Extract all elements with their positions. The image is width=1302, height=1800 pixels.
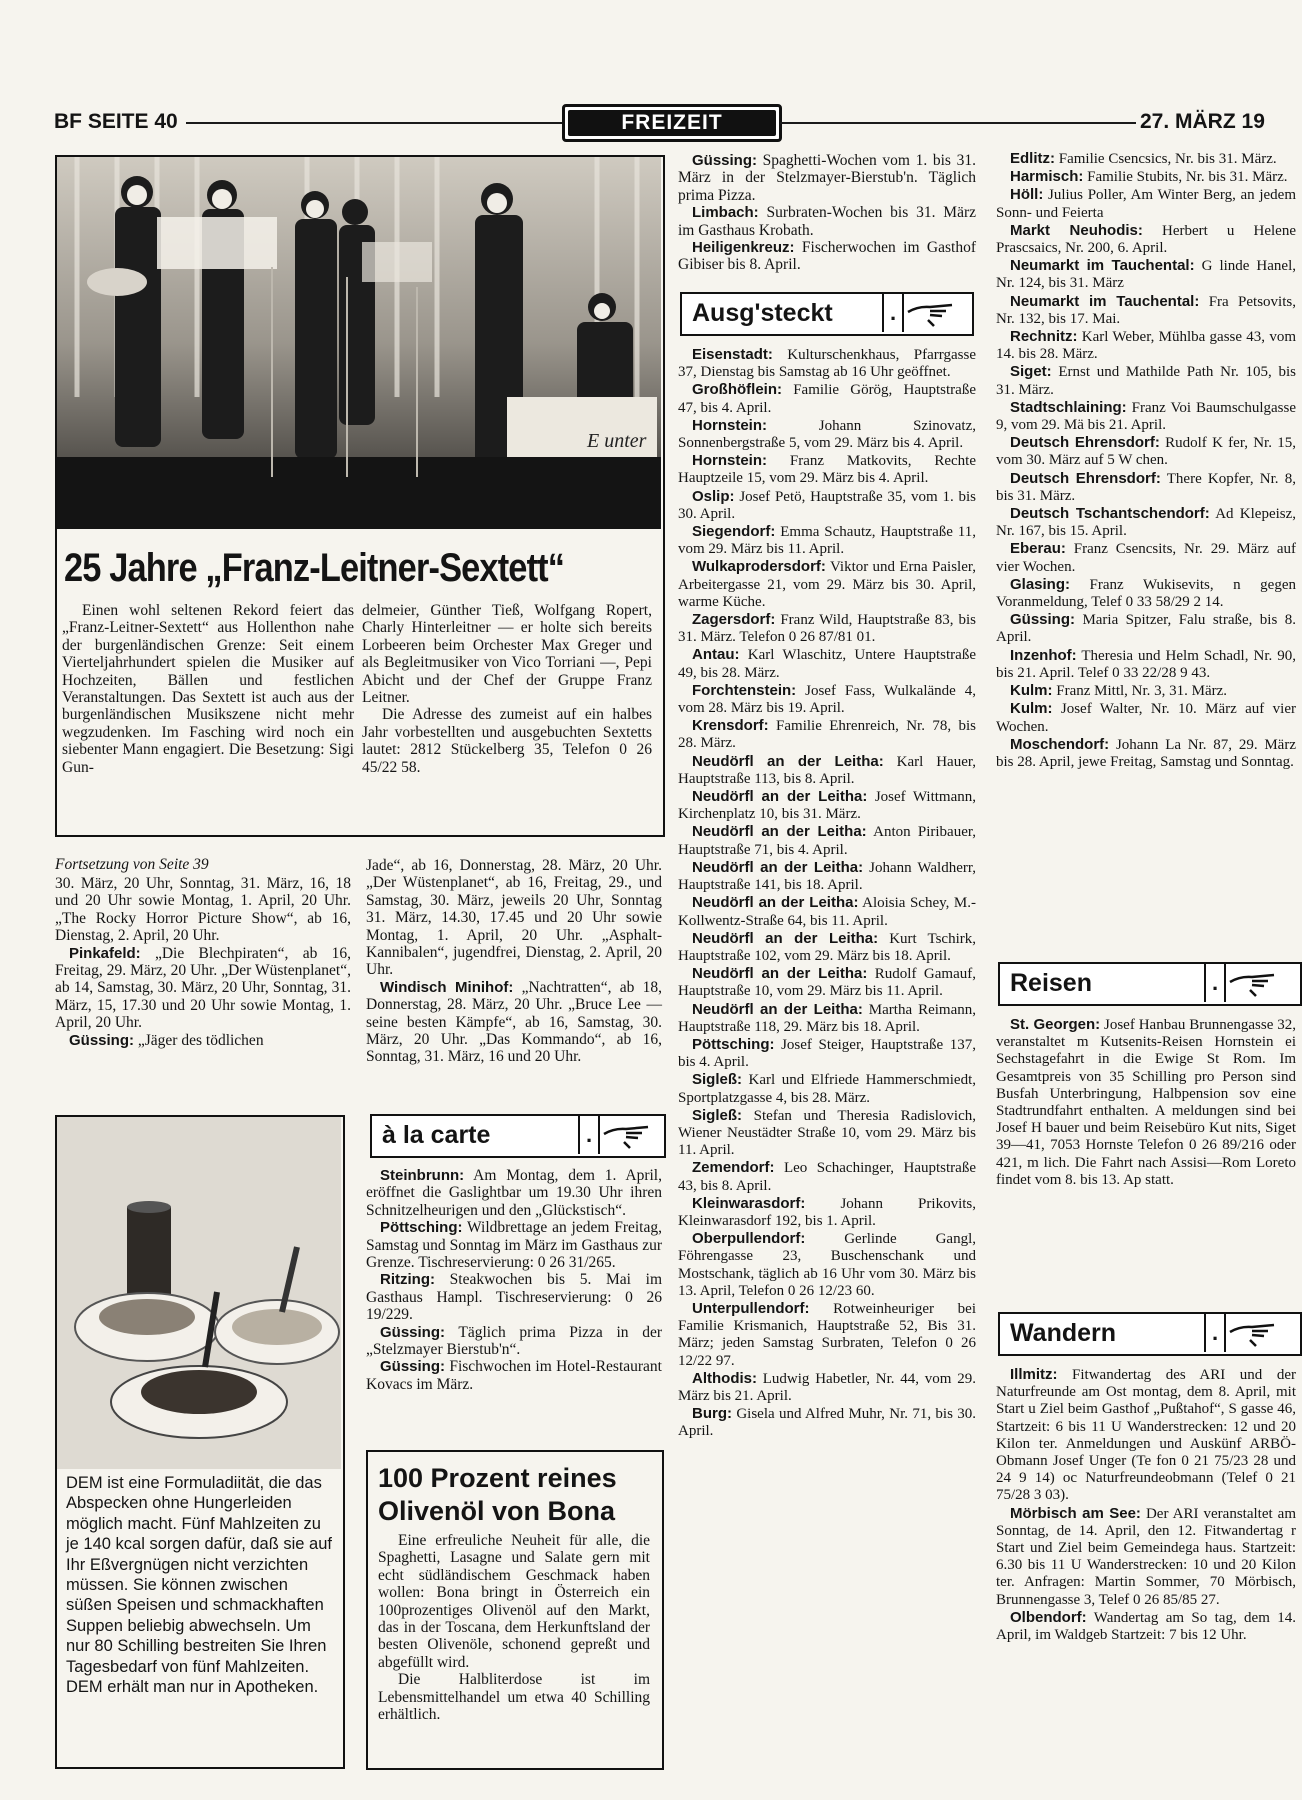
feature-paragraph: Die Adresse des zumeist auf ein halbes Jahr vorbestellten und ausgebuchten Sextetts lautet: 2812 Stückelberg 35, Telefon 0 26 45/22 58. bbox=[362, 706, 652, 776]
alacarte-entry: Güssing: Täglich prima Pizza in der „Stelzmayer Bierstub'n“. bbox=[366, 1323, 662, 1359]
heurigen-entry: Siegendorf: Emma Schautz, Hauptstraße 11, vom 29. März bis 11. April. bbox=[678, 523, 976, 558]
header-rule-right bbox=[780, 122, 1136, 124]
alacarte-entry: Pöttsching: Wildbrettage an jedem Freitag, Samstag und Sonntag im März im Gasthaus zur Grenze. Tischreservierung: 0 26 31/265. bbox=[366, 1219, 662, 1272]
dem-ad-paragraph: DEM ist eine Formuladiität, die das Abspecken ohne Hungerleiden möglich macht. Fünf Mahlzeiten zu je 140 kcal sorgen dafür, daß sie auf Ihr Eßvergnügen nicht verzichten müssen. Sie können zwischen süßen Speisen und schmackhaften Suppen beliebig abwechseln. Um nur 80 Schilling bestreiten Sie Ihren Tagesbedarf von fünf Mahlzeiten. bbox=[66, 1474, 332, 1676]
kino-entry: 30. März, 20 Uhr, Sonntag, 31. März, 16, 18 und 20 Uhr sowie Montag, 1. April, 20 Uhr. „The Rocky Horror Picture Show“, ab 16, Dienstag, 2. April, 20 Uhr. bbox=[55, 875, 351, 945]
wandern-entry: Olbendorf: Wandertag am So tag, dem 14. April, im Waldgeb Startzeit: 7 bis 12 Uhr. bbox=[996, 1608, 1296, 1644]
reisen-entry: St. Georgen: Josef Hanbau Brunnengasse 32, veranstaltet m Kutsenits-Reisen Hornstein ei Sechstagefahrt in die Ewige St Rom. Im Gesamtpreis von 35 Schilling pro Person sind Busfah Unterbringung, Halbpension sov eine Stadtrundfahrt enthalten. A meldungen sind bei Josef H bauer und beim Reisebüro Kut nits, Siget 39—41, 7053 Hornste Telefon 0 26 89/216 oder 421, m lich. Die Fahrt nach Assisi—Rom Loreto findet vom 8. bis 13. Ap statt. bbox=[996, 1016, 1297, 1188]
feature-title: 25 Jahre „Franz-Leitner-Sextett“ bbox=[64, 546, 565, 590]
wandern-heading-text: Wandern bbox=[1010, 1319, 1117, 1347]
kino-col-left bbox=[55, 875, 351, 1049]
heading-dot: . bbox=[1212, 970, 1219, 995]
gastro-entry: Heiligenkreuz: Fischerwochen im Gasthof Gibiser bis 8. April. bbox=[678, 239, 976, 274]
dem-food-photo bbox=[57, 1117, 341, 1469]
header-rule-left bbox=[186, 122, 562, 124]
heurigen-entry: Neudörfl an der Leitha: Josef Wittmann, Kirchenplatz 10, bis 31. März. bbox=[678, 788, 976, 823]
heurigen-entry: Rechnitz: Karl Weber, Mühlba gasse 43, vom 14. bis 28. März. bbox=[996, 328, 1296, 363]
heurigen-entry: Eisenstadt: Kulturschenkhaus, Pfarrgasse 37, Dienstag bis Samstag ab 16 Uhr geöffnet. bbox=[678, 346, 976, 381]
wandern-entry: Mörbisch am See: Der ARI veranstaltet am Sonntag, de 14. April, den 12. Fitwandertag r Start und Ziel beim Gemeindega haus. Startzeit: 6.30 bis 11 U Wanderstrecken: 10 und 20 Kilon ter. Anfragen: Martin Sommer, 70 Mörbisch, Brunnengasse 3, Telef 0 26 85/85 27. bbox=[996, 1504, 1297, 1608]
heurigen-entry: Neudörfl an der Leitha: Johann Waldherr, Hauptstraße 141, bis 18. April. bbox=[678, 858, 976, 894]
heurigen-entry: Forchtenstein: Josef Fass, Wulkalände 4, vom 28. März bis 19. April. bbox=[678, 681, 976, 717]
olive-oil-title: 100 Prozent reines Olivenöl von Bona bbox=[378, 1463, 617, 1526]
col4-clip bbox=[996, 150, 1297, 1800]
reisen-list bbox=[996, 1016, 1296, 1189]
heurigen-entry: Markt Neuhodis: Herbert u Helene Prascsaics, Nr. 200, 6. April. bbox=[996, 221, 1296, 257]
heurigen-entry: Sigleß: Karl und Elfriede Hammerschmiedt, Sportplatzgasse 4, bis 28. März. bbox=[678, 1071, 976, 1106]
dem-ad-text bbox=[66, 1473, 334, 1697]
heurigen-entry: Moschendorf: Johann La Nr. 87, 29. März bis 28. April, jewe Freitag, Samstag und Sonntag. bbox=[996, 735, 1296, 770]
alacarte-heading-text: à la carte bbox=[382, 1121, 491, 1149]
heurigen-entry: Glasing: Franz Wukisevits, n gegen Voranmeldung, Telef 0 33 58/29 2 14. bbox=[996, 575, 1296, 611]
heurigen-entry: Antau: Karl Wlaschitz, Untere Hauptstraße 49, bis 28. März. bbox=[678, 646, 976, 681]
heurigen-entry: Unterpullendorf: Rotweinheuriger bei Familie Krismanich, Hauptstraße 52, Bis 31. März; jeden Samstag Surbraten, Telefon 0 26 12/22 97. bbox=[678, 1299, 976, 1369]
reisen-heading-text: Reisen bbox=[1010, 969, 1092, 997]
heurigen-entry: Neumarkt im Tauchental: G linde Hanel, Nr. 124, bis 31. März bbox=[996, 257, 1296, 292]
alacarte-entry: Güssing: Fischwochen im Hotel-Restaurant Kovacs im März. bbox=[366, 1358, 662, 1393]
heurigen-entry: Edlitz: Familie Csencsics, Nr. bis 31. März. bbox=[1010, 150, 1277, 167]
alacarte-entry: Ritzing: Steakwochen bis 5. Mai im Gasthaus Hampl. Tischreservierung: 0 26 19/229. bbox=[366, 1271, 662, 1324]
pointing-hand-icon bbox=[600, 1120, 654, 1150]
page-folio: BF SEITE 40 bbox=[54, 110, 178, 133]
wandern-entry: Illmitz: Fitwandertag des ARI und der Naturfreunde am Ost montag, dem 8. April, mit Start u Ziel beim Gasthof „Pußtahof“, S gasse 46, Startzeit: 6 bis 11 U Wanderstrecken: 12 und 20 Kilon ter. Anmeldungen und Auskünf ARBÖ-Obmann Josef Unger (Te fon 0 21 75/23 28 und 24 9 14) oc Naturfreundeobmann (Telef 0 21 75/28 3 03). bbox=[996, 1366, 1296, 1504]
heurigen-entry: Wulkaprodersdorf: Viktor und Erna Paisler, Arbeitergasse 21, vom 29. März bis 30. April, warme Küche. bbox=[678, 558, 976, 610]
heurigen-entry: Hornstein: Franz Matkovits, Rechte Hauptzeile 15, vom 29. März bis 4. April. bbox=[678, 452, 976, 487]
pointing-hand-icon bbox=[904, 298, 958, 328]
olive-oil-body bbox=[378, 1532, 650, 1723]
heurigen-entry: Deutsch Tschantschendorf: Ad Klepeisz, Nr. 167, bis 15. April. bbox=[996, 505, 1297, 540]
heurigen-entry: Neudörfl an der Leitha: Karl Hauer, Hauptstraße 113, bis 8. April. bbox=[678, 752, 976, 787]
heurigen-entry: Burg: Gisela und Alfred Muhr, Nr. 71, bis 30. April. bbox=[678, 1405, 976, 1440]
heurigen-entry: Neudörfl an der Leitha: Rudolf Gamauf, Hauptstraße 10, vom 29. März bis 11. April. bbox=[678, 965, 976, 1000]
heurigen-entry: Kulm: Franz Mittl, Nr. 3, 31. März. bbox=[1010, 682, 1228, 700]
feature-paragraph: delmeier, Günther Tieß, Wolfgang Ropert, Charly Hinterleitner — er holte sich bereits Lorbeeren beim Orchester Max Greger und als Begleitmusiker von Vico Torriani —, Pepi Abicht und der Chef der Gruppe Franz Leitner. bbox=[362, 602, 652, 707]
heurigen-entry: Pöttsching: Josef Steiger, Hauptstraße 137, bis 4. April. bbox=[678, 1035, 976, 1071]
alacarte-heading bbox=[370, 1114, 666, 1158]
band-photo bbox=[57, 157, 661, 529]
heurigen-entry: Neudörfl an der Leitha: Aloisia Schey, M.-Kollwentz-Straße 64, bis 11. April. bbox=[678, 894, 976, 929]
banner-sign-text: E unter bbox=[587, 430, 647, 452]
heurigen-entry: Siget: Ernst und Mathilde Path Nr. 105, bis 31. März. bbox=[996, 363, 1296, 398]
kino-entry: Güssing: „Jäger des tödlichen bbox=[69, 1031, 264, 1049]
heurigen-entry: Deutsch Ehrensdorf: There Kopfer, Nr. 8, bis 31. März. bbox=[996, 469, 1296, 504]
pointing-hand-icon bbox=[1226, 1318, 1280, 1348]
heurigen-entry: Neudörfl an der Leitha: Anton Piribauer, Hauptstraße 71, bis 4. April. bbox=[678, 823, 976, 858]
heurigen-entry: Neudörfl an der Leitha: Martha Reimann, Hauptstraße 118, 29. März bis 18. April. bbox=[678, 1000, 976, 1035]
kino-entry: Pinkafeld: „Die Blechpiraten“, ab 16, Freitag, 29. März, 20 Uhr. „Der Wüstenplanet“, ab 14, Samstag, 30. März, 20 Uhr, Sonntag, 31. März, 15, 17.30 und 20 Uhr sowie Montag, 1. April, 20 Uhr. bbox=[55, 944, 351, 1032]
col3-top-list bbox=[678, 152, 976, 274]
gastro-entry: Limbach: Surbraten-Wochen bis 31. März im Gasthaus Krobath. bbox=[678, 204, 976, 239]
feature-paragraph: Einen wohl seltenen Rekord feiert das „Franz-Leitner-Sextett“ aus Hollenthon nahe der burgenländischen Grenze: Seit einem Vierteljahrhundert spielen die Musiker auf Hochzeiten, Bällen und festlichen Veranstaltungen. Das Sextett ist auch aus der burgenländischen Musikszene nicht mehr wegzudenken. Im Fasching wird noch ein siebenter Mann engagiert. Die Besetzung: Sigi Gun- bbox=[62, 602, 354, 776]
heurigen-entry: Güssing: Maria Spitzer, Falu straße, bis 8. April. bbox=[996, 611, 1296, 646]
heading-divider bbox=[578, 1114, 580, 1154]
feature-body-col1 bbox=[62, 602, 354, 776]
continuation-note: Fortsetzung von Seite 39 bbox=[55, 856, 209, 873]
heading-divider bbox=[1204, 1312, 1206, 1352]
ausgsteckt-heading bbox=[680, 292, 974, 336]
heurigen-entry: Zemendorf: Leo Schachinger, Hauptstraße 43, bis 8. April. bbox=[678, 1159, 976, 1194]
heading-dot: . bbox=[1212, 1320, 1219, 1345]
heurigen-entry: Oslip: Josef Petö, Hauptstraße 35, vom 1. bis 30. April. bbox=[678, 487, 976, 522]
ausgsteckt-list bbox=[678, 346, 976, 1441]
heading-divider bbox=[882, 292, 884, 332]
band-photo-illustration bbox=[57, 157, 661, 529]
page-date: 27. MÄRZ 19 bbox=[1140, 110, 1265, 133]
heurigen-entry: Inzenhof: Theresia und Helm Schadl, Nr. 90, bis 21. April. Telef 0 33 22/28 9 43. bbox=[996, 646, 1296, 681]
kino-entry: Jade“, ab 16, Donnerstag, 28. März, 20 Uhr. „Der Wüstenplanet“, ab 16, Freitag, 29., und Samstag, 30. März, jeweils 20 Uhr, Sonntag 31. März, 14.30, 17.45 und 20 Uhr sowie Montag, 1. April, 20 Uhr. „Asphalt-Kannibalen“, jugendfrei, Dienstag, 2. April, 20 Uhr. bbox=[366, 857, 662, 979]
heurigen-entry: Kleinwarasdorf: Johann Prikovits, Kleinwarasdorf 192, bis 1. April. bbox=[678, 1194, 976, 1229]
section-label-box bbox=[562, 104, 782, 142]
col4-top-list bbox=[996, 150, 1296, 771]
heurigen-entry: Zagersdorf: Franz Wild, Hauptstraße 83, bis 31. März. Telefon 0 26 87/81 01. bbox=[678, 611, 976, 646]
heading-dot: . bbox=[586, 1122, 593, 1147]
heurigen-entry: Krensdorf: Familie Ehrenreich, Nr. 78, bis 28. März. bbox=[678, 717, 976, 752]
olive-oil-paragraph: Eine erfreuliche Neuheit für alle, die Spaghetti, Lasagne und Salate gern mit echt südländischem Geschmack haben wollen: Bona bringt in Österreich ein 100prozentiges Olivenöl auf den Markt, das in der Toscana, dem Herkunftsland der besten Olivenöle, schonend gepreßt und abgefüllt wird. bbox=[378, 1532, 650, 1671]
heading-dot: . bbox=[890, 300, 897, 325]
heurigen-entry: Oberpullendorf: Gerlinde Gangl, Föhrengasse 23, Buschenschank und Mostschank, täglich ab 16 Uhr vom 30. März bis 13. April, Telefon 0 26 12/23 60. bbox=[678, 1230, 976, 1299]
heurigen-entry: Kulm: Josef Walter, Nr. 10. März auf vier Wochen. bbox=[996, 700, 1296, 735]
heurigen-entry: Großhöflein: Familie Görög, Hauptstraße 47, bis 4. April. bbox=[678, 381, 976, 416]
heurigen-entry: Deutsch Ehrensdorf: Rudolf K fer, Nr. 15, vom 30. März auf 5 W chen. bbox=[996, 434, 1296, 469]
heurigen-entry: Höll: Julius Poller, Am Winter Berg, an jedem Sonn- und Feierta bbox=[996, 186, 1296, 221]
heurigen-entry: Neumarkt im Tauchental: Fra Petsovits, Nr. 132, bis 17. Mai. bbox=[996, 292, 1296, 327]
heurigen-entry: Stadtschlaining: Franz Voi Baumschulgasse 9, vom 29. Mä bis 21. April. bbox=[996, 398, 1296, 434]
kino-entry: Windisch Minihof: „Nachtratten“, ab 18, Donnerstag, 28. März, 20 Uhr. „Bruce Lee — seine besten Kämpfe“, ab 16, Samstag, 30. März, 20 Uhr. „Das Kommando“, ab 16, Sonntag, 31. März, 16 und 20 Uhr. bbox=[366, 978, 662, 1066]
wandern-heading bbox=[998, 1312, 1302, 1356]
heurigen-entry: Hornstein: Johann Szinovatz, Sonnenbergstraße 5, vom 29. März bis 4. April. bbox=[678, 416, 976, 452]
gastro-entry: Güssing: Spaghetti-Wochen vom 1. bis 31. März in der Stelzmayer-Bierstub'n. Täglich prima Pizza. bbox=[678, 152, 976, 204]
ausgsteckt-heading-text: Ausg'steckt bbox=[692, 299, 833, 327]
heurigen-entry: Althodis: Ludwig Habetler, Nr. 44, vom 29. März bis 21. April. bbox=[678, 1369, 976, 1404]
alacarte-list bbox=[366, 1167, 662, 1393]
pointing-hand-icon bbox=[1226, 968, 1280, 998]
feature-body-col2 bbox=[362, 602, 652, 776]
wandern-list bbox=[996, 1366, 1296, 1644]
heurigen-entry: Sigleß: Stefan und Theresia Radislovich, Wiener Neustädter Straße 10, vom 29. März bis 11. April. bbox=[678, 1106, 976, 1159]
alacarte-entry: Steinbrunn: Am Montag, dem 1. April, eröffnet die Gaslightbar um 19.30 Uhr ihren Schnitzelheurigen und den „Glückstisch“. bbox=[366, 1167, 662, 1219]
olive-oil-paragraph: Die Halbliterdose ist im Lebensmittelhandel um etwa 40 Schilling erhältlich. bbox=[378, 1671, 650, 1724]
kino-col-right bbox=[366, 857, 662, 1066]
reisen-heading bbox=[998, 962, 1302, 1006]
heurigen-entry: Harmisch: Familie Stubits, Nr. bis 31. März. bbox=[1010, 168, 1288, 186]
heurigen-entry: Neudörfl an der Leitha: Kurt Tschirk, Hauptstraße 102, vom 29. März bis 18. April. bbox=[678, 929, 976, 964]
food-illustration bbox=[57, 1117, 341, 1469]
section-label: FREIZEIT bbox=[568, 110, 776, 136]
heurigen-entry: Eberau: Franz Csencsits, Nr. 29. März auf vier Wochen. bbox=[996, 540, 1296, 575]
dem-ad-paragraph: DEM erhält man nur in Apotheken. bbox=[66, 1678, 319, 1697]
heading-divider bbox=[1204, 962, 1206, 1002]
